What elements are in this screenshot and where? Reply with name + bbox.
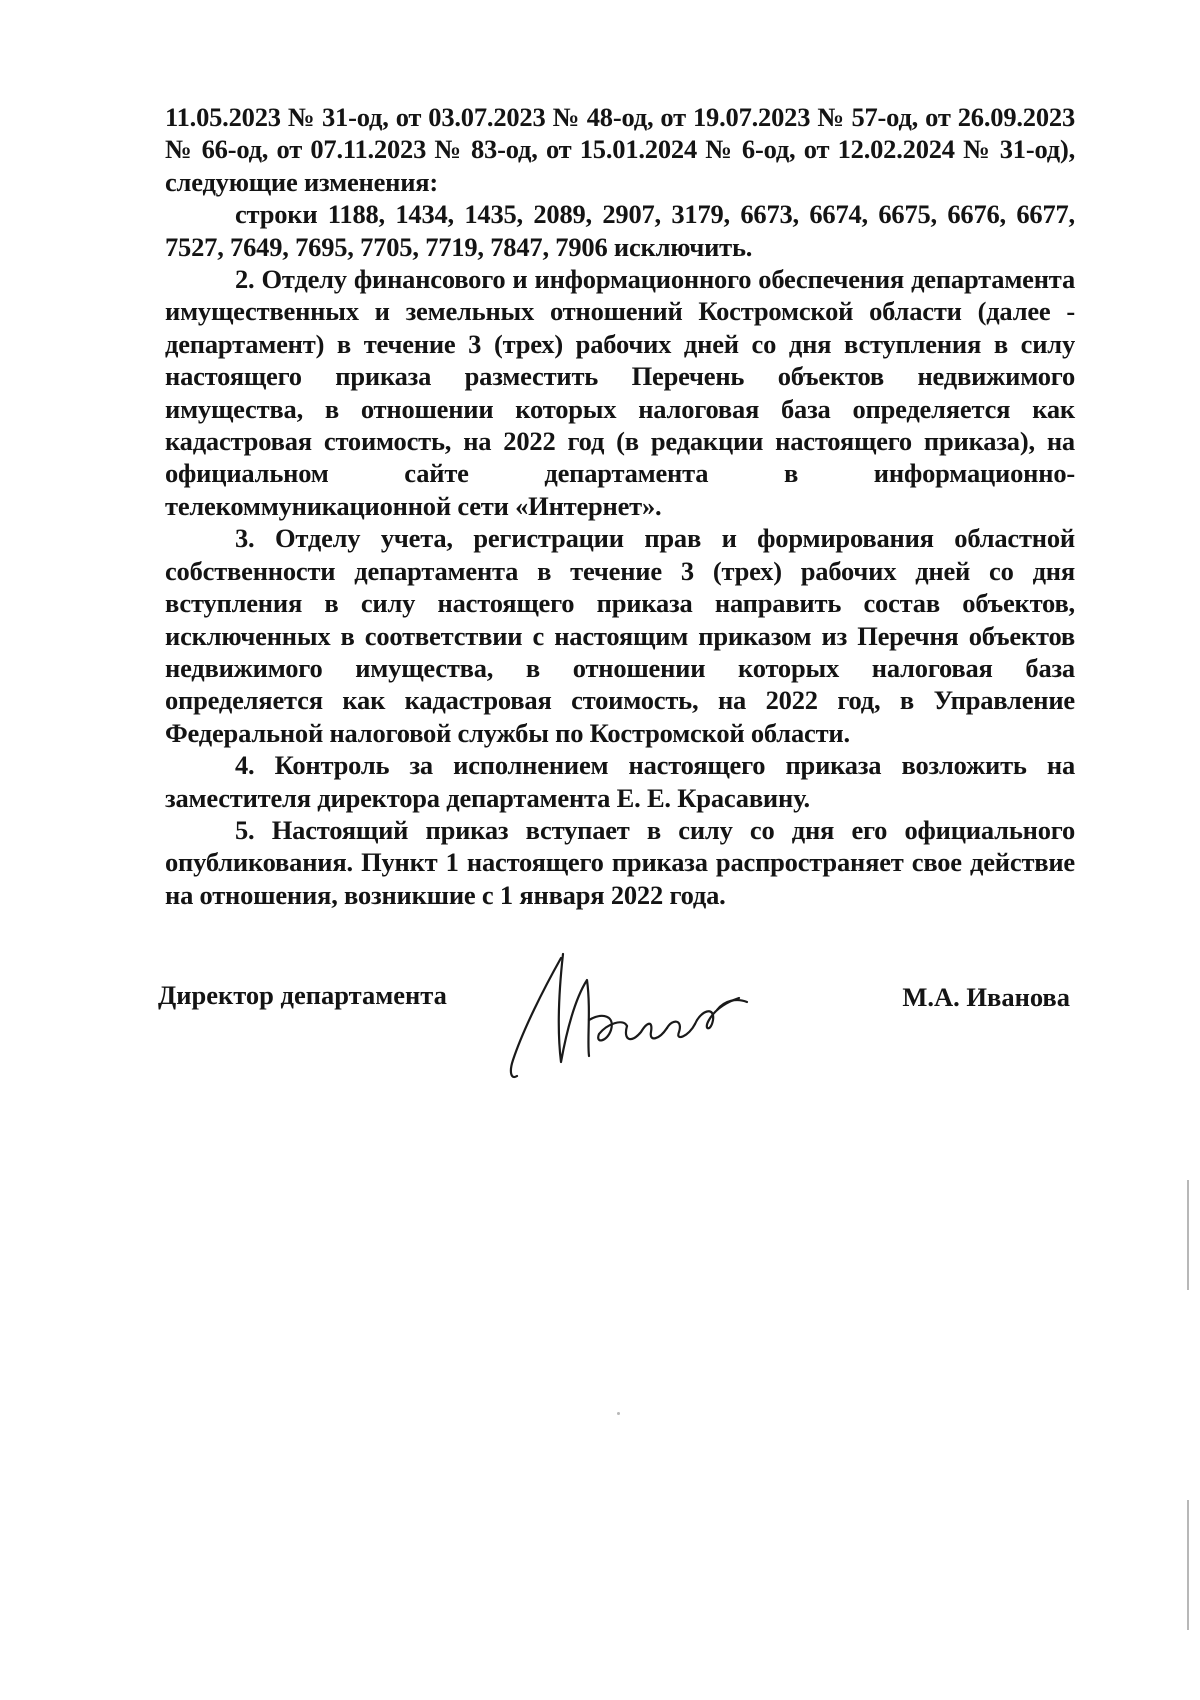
scan-dust-speck [617, 1412, 620, 1415]
paragraph-item-2: 2. Отделу финансового и информационного обеспечения департамента имущественных и земельных отношений Костромской области (далее - департамент) в течение 3 (трех) рабочих дней со дня вступления в силу настоящего приказа разместить Перечень объектов недвижимого имущества, в отношении которых налоговая база определяется как кадастровая стоимость, на 2022 год (в редакции настоящего приказа), на официальном сайте департамента в информационно-телекоммуникационной сети «Интернет». [165, 264, 1075, 521]
paragraph-item-3: 3. Отделу учета, регистрации прав и формирования областной собственности департамента в течение 3 (трех) рабочих дней со дня вступления в силу настоящего приказа направить состав объектов, исключенных в соответствии с настоящим приказом из Перечня объектов недвижимого имущества, в отношении которых налоговая база определяется как кадастровая стоимость, на 2022 год, в Управление Федеральной налоговой службы по Костромской области. [165, 523, 1075, 748]
signatory-name: М.А. Иванова [902, 982, 1070, 1012]
paragraph-amendments-list: 11.05.2023 № 31-од, от 03.07.2023 № 48-од, от 19.07.2023 № 57-од, от 26.09.2023 № 66-од, от 07.11.2023 № 83-од, от 15.01.2024 № 6-од, от 12.02.2024 № 31-од), следующие изменения: [165, 102, 1075, 197]
document-body [165, 101, 1075, 911]
paragraph-rows-excluded: строки 1188, 1434, 1435, 2089, 2907, 3179, 6673, 6674, 6675, 6676, 6677, 7527, 7649, 7695, 7705, 7719, 7847, 7906 исключить. [165, 199, 1075, 262]
scan-edge-mark [1187, 1180, 1189, 1290]
paragraph-item-5: 5. Настоящий приказ вступает в силу со дня его официального опубликования. Пункт 1 настоящего приказа распространяет свое действие на отношения, возникшие с 1 января 2022 года. [165, 814, 1075, 910]
handwritten-signature [503, 940, 763, 1090]
paragraph-item-4: 4. Контроль за исполнением настоящего приказа возложить на заместителя директора департамента Е. Е. Красавину. [165, 750, 1075, 813]
signature-block [158, 960, 1070, 1100]
signatory-position: Директор департамента [158, 980, 447, 1010]
scan-edge-mark [1187, 1500, 1189, 1630]
